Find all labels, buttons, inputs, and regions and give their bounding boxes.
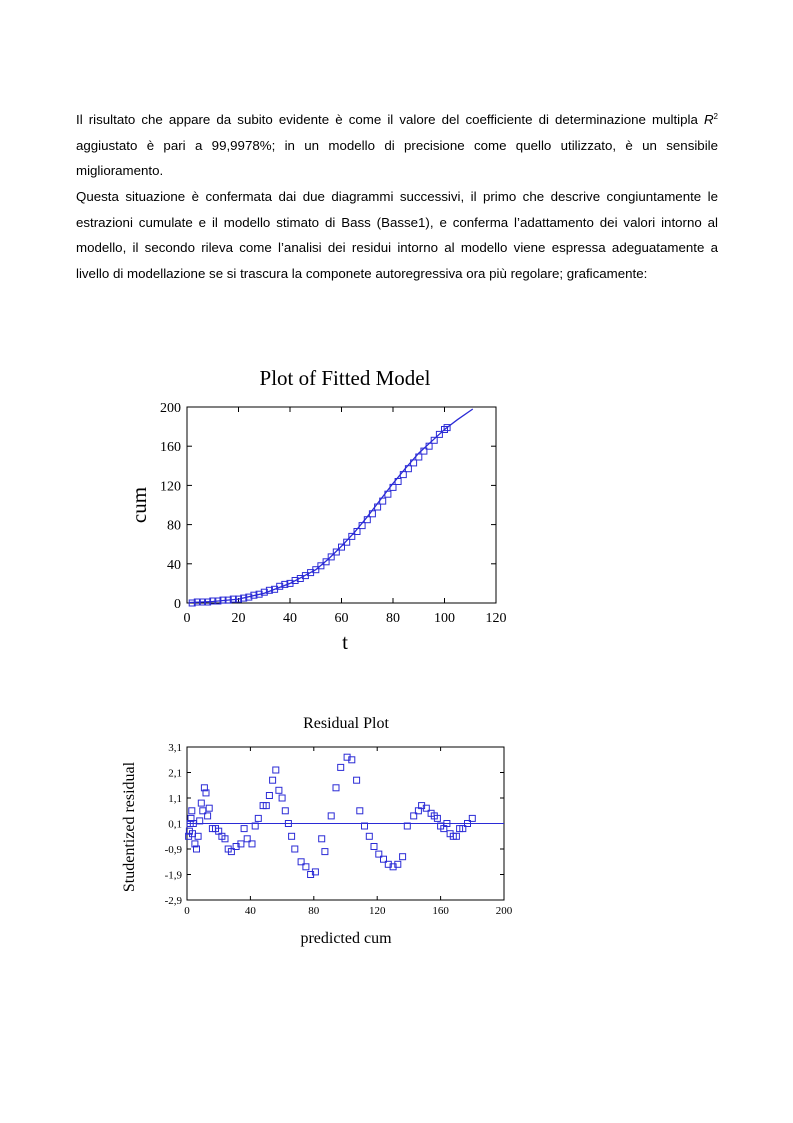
residual-point <box>333 785 339 791</box>
y-tick-label: 0 <box>174 597 181 612</box>
r-symbol: R <box>703 112 714 127</box>
y-tick-label: -0,9 <box>164 844 182 856</box>
x-tick-label: 100 <box>434 611 455 626</box>
residual-point <box>276 787 282 793</box>
residual-point <box>319 836 325 842</box>
y-tick-label: 3,1 <box>168 742 182 754</box>
residual-point <box>371 844 377 850</box>
x-axis-label: t <box>342 630 348 654</box>
chart-title: Residual Plot <box>303 715 389 732</box>
y-tick-label: 2,1 <box>168 767 182 780</box>
residual-point <box>273 767 279 773</box>
y-tick-label: 0,1 <box>168 818 182 831</box>
paragraph-1-text-a: Il risultato che appare da subito evidente è come il valore del coefficiente di determinazione multipla <box>76 112 704 127</box>
x-tick-label: 200 <box>495 905 513 917</box>
residual-point <box>400 854 406 860</box>
y-tick-label: 40 <box>167 557 181 573</box>
residual-point <box>279 795 285 801</box>
x-tick-label: 120 <box>368 905 386 917</box>
x-tick-label: 0 <box>184 905 190 917</box>
residual-point <box>354 777 360 783</box>
residual-point <box>189 808 195 814</box>
residual-point <box>241 826 247 832</box>
y-tick-label: 200 <box>160 401 181 416</box>
residual-point <box>206 805 212 811</box>
x-tick-label: 0 <box>183 611 191 626</box>
residual-point <box>322 849 328 855</box>
x-axis-label: predicted cum <box>300 930 392 947</box>
y-tick-label: -1,9 <box>164 869 182 882</box>
residual-point <box>270 777 276 783</box>
y-tick-label: 120 <box>160 479 181 495</box>
x-tick-label: 40 <box>283 611 297 626</box>
fitted-line <box>190 409 473 603</box>
chart-title: Plot of Fitted Model <box>259 366 431 390</box>
paragraph-1 <box>76 107 718 184</box>
residual-point <box>198 800 204 806</box>
residual-point <box>357 808 363 814</box>
residual-point <box>292 846 298 852</box>
plot-frame <box>187 407 496 603</box>
residual-point <box>366 833 372 839</box>
x-tick-label: 120 <box>485 611 507 626</box>
y-axis-label: cum <box>127 486 151 524</box>
paragraph-2: Questa situazione è confermata dai due diagrammi successivi, il primo che descrive congiuntamente le estrazioni cumulate e il modello stimato di Bass (Basse1), e conferma l’adattamento dei valori intorno al modello, il secondo rileva come l’analisi dei residui intorno al modello viene espressa adeguatamente a livello di modellazione se si trascura la componete autoregressiva ora più regolare; graficamente: <box>76 189 718 281</box>
x-tick-label: 80 <box>386 611 400 626</box>
residual-point <box>338 764 344 770</box>
y-tick-label: 160 <box>160 440 181 456</box>
residual-point <box>282 808 288 814</box>
y-tick-label: -2,9 <box>164 895 182 907</box>
y-tick-label: 1,1 <box>168 793 182 805</box>
residual-point <box>289 833 295 839</box>
paragraph-1-text-b: aggiustato è pari a 99,9978%; in un modello di precisione come quello utilizzato, è un sensibile miglioramento. <box>76 137 718 178</box>
residual-point <box>266 793 272 799</box>
x-tick-label: 160 <box>432 905 449 917</box>
superscript-2: 2 <box>713 112 718 121</box>
x-tick-label: 80 <box>308 905 320 917</box>
y-tick-label: 80 <box>167 518 181 534</box>
x-tick-label: 20 <box>231 611 246 626</box>
y-axis-label: Studentized residual <box>121 761 138 893</box>
x-tick-label: 40 <box>244 905 256 917</box>
x-tick-label: 60 <box>334 611 349 626</box>
fitted-model-chart <box>120 355 520 660</box>
residual-plot-chart <box>110 705 520 955</box>
residual-point <box>328 813 334 819</box>
residual-point <box>255 815 261 821</box>
